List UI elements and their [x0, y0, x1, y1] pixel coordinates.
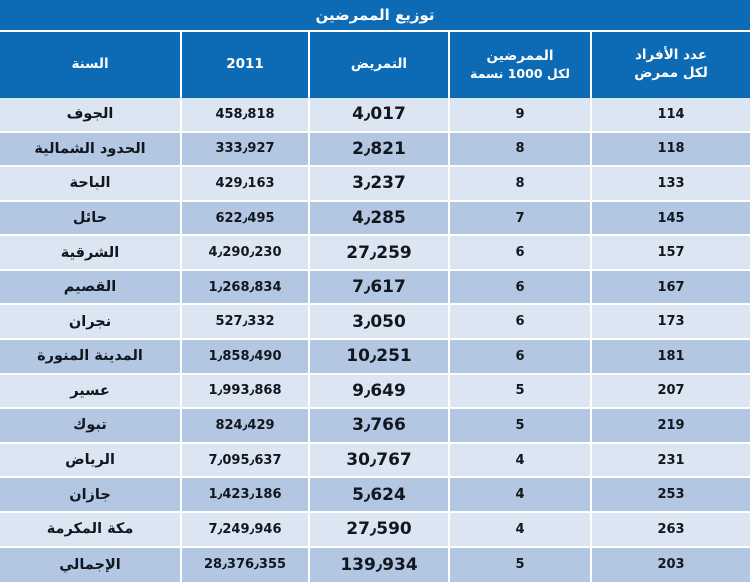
cell-region: عسير [0, 375, 180, 410]
cell-nursing: 4٫017 [308, 98, 448, 133]
cell-region: الباحة [0, 167, 180, 202]
cell-nursing: 7٫617 [308, 271, 448, 306]
cell-population: 1٫993٫868 [180, 375, 308, 410]
cell-per-nurse: 133 [590, 167, 750, 202]
table-row [0, 409, 750, 444]
cell-region: جازان [0, 478, 180, 513]
column-header-population [180, 32, 308, 98]
cell-nursing: 9٫649 [308, 375, 448, 410]
column-header-region [0, 32, 180, 98]
cell-per-nurse: 203 [590, 548, 750, 582]
cell-region: الإجمالي [0, 548, 180, 582]
cell-per-1000: 7 [448, 202, 590, 237]
cell-per-1000: 8 [448, 133, 590, 168]
cell-per-1000: 6 [448, 271, 590, 306]
cell-population: 333٫927 [180, 133, 308, 168]
table-row [0, 167, 750, 202]
cell-nursing: 3٫050 [308, 305, 448, 340]
cell-per-nurse: 253 [590, 478, 750, 513]
cell-per-nurse: 181 [590, 340, 750, 375]
cell-nursing: 27٫259 [308, 236, 448, 271]
cell-per-1000: 4 [448, 513, 590, 548]
cell-region: الحدود الشمالية [0, 133, 180, 168]
cell-population: 1٫268٫834 [180, 271, 308, 306]
cell-per-1000: 5 [448, 548, 590, 582]
table-body [0, 98, 750, 582]
cell-region: نجران [0, 305, 180, 340]
table-title-bar [0, 0, 750, 30]
cell-per-1000: 6 [448, 340, 590, 375]
table-row [0, 133, 750, 168]
cell-nursing: 139٫934 [308, 548, 448, 582]
cell-region: الشرقية [0, 236, 180, 271]
cell-per-nurse: 167 [590, 271, 750, 306]
cell-per-1000: 8 [448, 167, 590, 202]
table-row [0, 305, 750, 340]
cell-region: تبوك [0, 409, 180, 444]
cell-population: 1٫423٫186 [180, 478, 308, 513]
cell-per-nurse: 231 [590, 444, 750, 479]
column-header-per-1000-line2: لكل 1000 نسمة [470, 65, 571, 81]
cell-nursing: 3٫766 [308, 409, 448, 444]
column-header-per-1000 [448, 32, 590, 98]
cell-per-1000: 6 [448, 236, 590, 271]
column-header-nursing-label: التمريض [350, 56, 408, 73]
table-row [0, 202, 750, 237]
table-row [0, 513, 750, 548]
cell-population: 622٫495 [180, 202, 308, 237]
table-row [0, 444, 750, 479]
table-row [0, 340, 750, 375]
cell-per-nurse: 118 [590, 133, 750, 168]
cell-region: حائل [0, 202, 180, 237]
cell-region: القصيم [0, 271, 180, 306]
table-row [0, 271, 750, 306]
cell-population: 527٫332 [180, 305, 308, 340]
cell-per-nurse: 114 [590, 98, 750, 133]
cell-per-1000: 5 [448, 375, 590, 410]
cell-population: 458٫818 [180, 98, 308, 133]
cell-per-1000: 4 [448, 444, 590, 479]
cell-population: 1٫858٫490 [180, 340, 308, 375]
column-header-per-nurse-line1: عدد الأفراد [634, 47, 708, 64]
table-row [0, 98, 750, 133]
cell-nursing: 2٫821 [308, 133, 448, 168]
column-header-per-nurse-line2: لكل ممرض [634, 65, 708, 81]
cell-population: 7٫249٫946 [180, 513, 308, 548]
cell-nursing: 3٫237 [308, 167, 448, 202]
cell-per-1000: 4 [448, 478, 590, 513]
table-header-row [0, 30, 750, 98]
cell-region: الرياض [0, 444, 180, 479]
cell-population: 28٫376٫355 [180, 548, 308, 582]
cell-per-1000: 9 [448, 98, 590, 133]
cell-per-nurse: 157 [590, 236, 750, 271]
column-header-per-1000-line1: الممرضين [486, 47, 554, 64]
cell-per-1000: 5 [448, 409, 590, 444]
cell-per-nurse: 219 [590, 409, 750, 444]
cell-per-nurse: 263 [590, 513, 750, 548]
table-row [0, 548, 750, 582]
cell-population: 429٫163 [180, 167, 308, 202]
table-row [0, 375, 750, 410]
table-row [0, 478, 750, 513]
cell-nursing: 4٫285 [308, 202, 448, 237]
cell-per-nurse: 207 [590, 375, 750, 410]
cell-region: مكة المكرمة [0, 513, 180, 548]
column-header-population-label: 2011 [226, 56, 264, 73]
cell-population: 7٫095٫637 [180, 444, 308, 479]
cell-per-nurse: 145 [590, 202, 750, 237]
cell-nursing: 30٫767 [308, 444, 448, 479]
cell-nursing: 5٫624 [308, 478, 448, 513]
column-header-per-nurse [590, 32, 750, 98]
column-header-nursing [308, 32, 448, 98]
cell-nursing: 10٫251 [308, 340, 448, 375]
cell-population: 4٫290٫230 [180, 236, 308, 271]
table-row [0, 236, 750, 271]
cell-per-1000: 6 [448, 305, 590, 340]
page-title: توزيع الممرضين [315, 6, 435, 24]
cell-region: المدينة المنورة [0, 340, 180, 375]
cell-nursing: 27٫590 [308, 513, 448, 548]
cell-population: 824٫429 [180, 409, 308, 444]
cell-region: الجوف [0, 98, 180, 133]
column-header-region-label: السنة [71, 56, 109, 73]
cell-per-nurse: 173 [590, 305, 750, 340]
